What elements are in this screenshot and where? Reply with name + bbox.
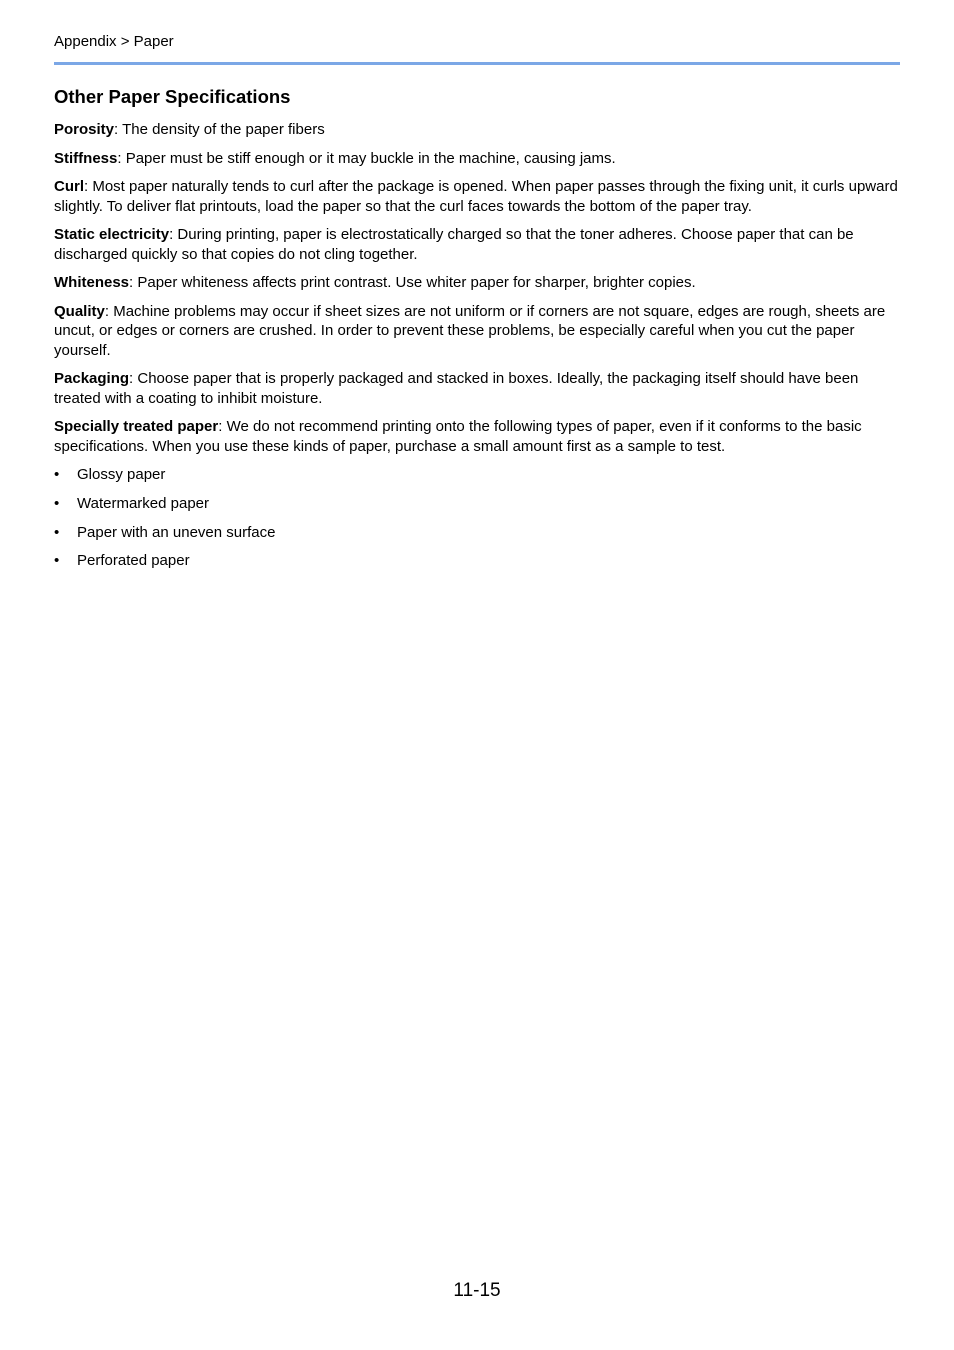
spec-stiffness (54, 149, 900, 169)
list-item (54, 523, 900, 543)
bullet-icon: • (54, 552, 60, 570)
list-item (54, 551, 900, 571)
spec-text: : Most paper naturally tends to curl after the package is opened. When paper passes through the fixing unit, it curls upward slightly. To deliver flat printouts, load the paper so that the curl faces towards the bottom of the paper tray. (54, 178, 898, 215)
spec-text: : Machine problems may occur if sheet sizes are not uniform or if corners are not square, edges are rough, sheets are uncut, or edges or corners are crushed. In order to prevent these problems, be especially careful when you cut the paper yourself. (54, 302, 886, 359)
page-number: 11-15 (453, 1280, 501, 1301)
bullet-icon: • (54, 494, 60, 512)
spec-text: : During printing, paper is electrostatically charged so that the toner adheres. Choose paper that can be discharged quickly so that copies do not cling together. (54, 226, 854, 263)
spec-packaging (54, 369, 900, 408)
spec-term: Packaging (54, 370, 130, 387)
breadcrumb: Appendix > Paper (54, 33, 174, 50)
bullet-icon: • (54, 523, 60, 541)
spec-text: : Choose paper that is properly packaged and stacked in boxes. Ideally, the packaging itself should have been treated with a coating to inhibit moisture. (54, 370, 859, 407)
spec-text: : Paper whiteness affects print contrast. Use whiter paper for sharper, brighter copies. (129, 274, 696, 291)
spec-term: Curl (54, 178, 84, 195)
list-item-text: Perforated paper (77, 552, 190, 570)
header-rule (54, 62, 900, 65)
spec-term: Whiteness (54, 274, 130, 291)
spec-curl (54, 177, 900, 216)
spec-term: Static electricity (54, 226, 170, 243)
spec-specially-treated-paper (54, 417, 900, 456)
unsuitable-paper-list (54, 465, 900, 571)
section-title: Other Paper Specifications (54, 86, 291, 107)
spec-text: : Paper must be stiff enough or it may buckle in the machine, causing jams. (117, 149, 616, 167)
bullet-icon: • (54, 466, 60, 483)
spec-term: Specially treated paper (54, 418, 219, 435)
list-item-text: Watermarked paper (77, 494, 209, 512)
list-item-text: Paper with an uneven surface (77, 523, 276, 541)
spec-porosity (54, 120, 900, 140)
list-item-text: Glossy paper (77, 466, 166, 483)
spec-static-electricity (54, 225, 900, 264)
spec-quality (54, 302, 900, 361)
page-content (54, 86, 900, 580)
spec-text: : The density of the paper fibers (114, 121, 325, 138)
list-item (54, 465, 900, 485)
spec-term: Stiffness (54, 149, 118, 167)
spec-term: Porosity (54, 121, 115, 138)
list-item (54, 494, 900, 514)
spec-whiteness (54, 273, 900, 293)
spec-term: Quality (54, 302, 105, 320)
spec-text: : We do not recommend printing onto the following types of paper, even if it conforms to the basic specifications. When you use these kinds of paper, purchase a small amount first as a sample to test. (54, 418, 862, 455)
